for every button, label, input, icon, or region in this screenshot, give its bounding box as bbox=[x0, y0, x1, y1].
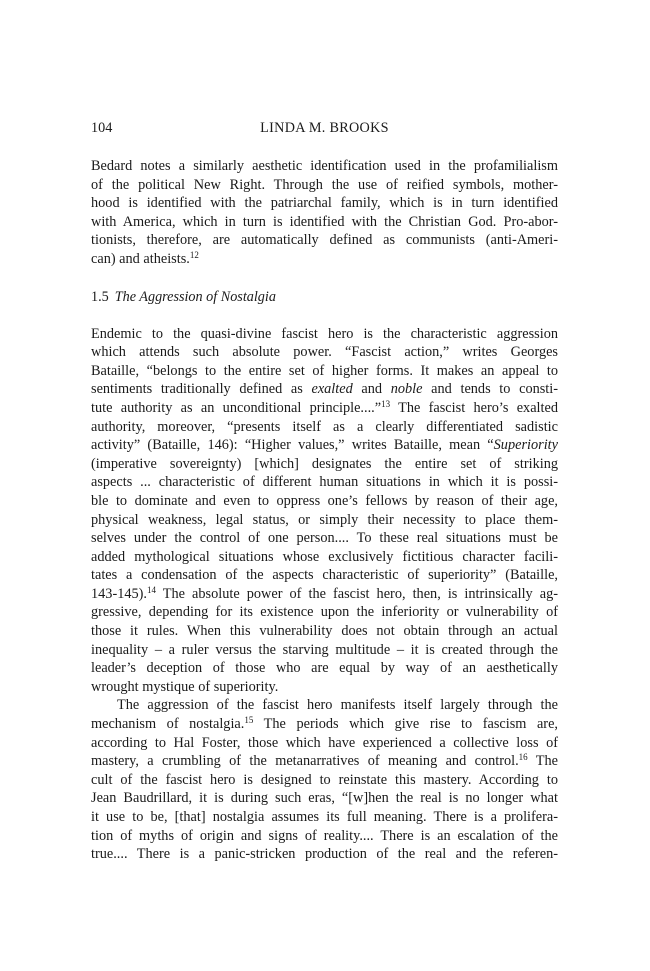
text-line: aspects ... characteristic of different human situations in which it is possi- bbox=[91, 474, 558, 491]
text-run: The absolute power of the fascist hero, then, is intrinsically ag- bbox=[156, 585, 558, 602]
text-run: 143-145). bbox=[91, 585, 147, 602]
text-line: The aggression of the fascist hero manifests itself largely through the bbox=[117, 697, 558, 714]
text-run: The bbox=[527, 753, 559, 770]
emphasis: exalted bbox=[311, 381, 353, 398]
text-line: tionists, therefore, are automatically defined as communists (anti-Ameri- bbox=[91, 232, 558, 249]
text-line: hood is identified with the patriarchal family, which is in turn identified bbox=[91, 195, 558, 212]
text-line: authority, moreover, “presents itself as a clearly differentiated sadistic bbox=[91, 418, 558, 435]
footnote-ref: 16 bbox=[518, 752, 528, 763]
text-line: cult of the fascist hero is designed to reinstate this mastery. According to bbox=[91, 771, 558, 788]
text-line: wrought mystique of superiority. bbox=[91, 678, 279, 695]
text-line: of the political New Right. Through the use of reified symbols, mother- bbox=[91, 176, 558, 193]
section-number: 1.5 bbox=[91, 288, 109, 305]
emphasis: noble bbox=[390, 381, 423, 398]
text-line: true.... There is a panic-stricken production of the real and the referen- bbox=[91, 846, 558, 863]
page-number: 104 bbox=[91, 120, 113, 136]
text-line: Jean Baudrillard, it is during such eras, “[w]hen the real is no longer what bbox=[91, 790, 558, 807]
text-run: and tends to consti- bbox=[422, 381, 559, 398]
text-line: Endemic to the quasi-divine fascist hero is the characteristic aggression bbox=[91, 325, 558, 342]
text-line: Bedard notes a similarly aesthetic identification used in the profamilialism bbox=[91, 158, 558, 174]
text-line bbox=[91, 380, 558, 399]
emphasis: Superiority bbox=[493, 437, 558, 454]
text-line bbox=[91, 250, 558, 269]
text-line: added mythological situations whose exclusively fictitious character facili- bbox=[91, 548, 558, 565]
footnote-ref: 12 bbox=[189, 249, 199, 260]
text-line bbox=[91, 436, 558, 455]
text-line: ble to dominate and even to oppress one’s fellows by reason of their age, bbox=[91, 492, 558, 509]
section-title: The Aggression of Nostalgia bbox=[114, 288, 276, 305]
text-line: tates a condensation of the aspects characteristic of superiority” (Bataille, bbox=[91, 567, 558, 584]
text-run: mechanism of nostalgia. bbox=[91, 716, 245, 733]
running-head bbox=[91, 118, 558, 138]
footnote-ref: 13 bbox=[381, 398, 391, 409]
text-run: tute authority as an unconditional principle....” bbox=[91, 399, 382, 416]
text-line: leader’s deception of those who are equal by way of an aesthetically bbox=[91, 660, 558, 677]
footnote-ref: 14 bbox=[147, 584, 156, 595]
text-line bbox=[91, 399, 558, 418]
running-title: LINDA M. BROOKS bbox=[260, 120, 389, 136]
text-line: gressive, depending for its existence upon the inferiority or vulnerability of bbox=[91, 604, 558, 621]
text-line: physical weakness, legal status, or simply their necessity to place them- bbox=[91, 511, 558, 528]
text-run: The fascist hero’s exalted bbox=[390, 399, 558, 416]
text-run: and bbox=[352, 381, 391, 398]
section-heading bbox=[91, 287, 558, 307]
text-run: activity” (Bataille, 146): “Higher values,” writes Bataille, mean “ bbox=[91, 437, 494, 454]
text-line: tion of myths of origin and signs of reality.... There is an escalation of the bbox=[91, 827, 558, 844]
text-line: those it rules. When this vulnerability does not obtain through an actual bbox=[91, 623, 558, 640]
paragraph-2 bbox=[91, 325, 558, 697]
text-run: sentiments traditionally defined as bbox=[91, 381, 312, 398]
text-line: according to Hal Foster, those which have experienced a collective loss of bbox=[91, 734, 558, 751]
text-line bbox=[91, 715, 558, 734]
text-run: can) and atheists. bbox=[91, 250, 190, 267]
text-line: Bataille, “belongs to the entire set of higher forms. It makes an appeal to bbox=[91, 362, 558, 379]
text-line: it use to be, [that] nostalgia assumes its full meaning. There is a prolifera- bbox=[91, 809, 558, 825]
text-line: which attends such absolute power. “Fascist action,” writes Georges bbox=[91, 344, 558, 361]
text-line: with America, which in turn is identified with the Christian God. Pro-abor- bbox=[91, 213, 558, 230]
text-line: (imperative sovereignty) [which] designates the entire set of striking bbox=[91, 455, 558, 472]
text-line: inequality – a ruler versus the starving multitude – it is created through the bbox=[91, 641, 558, 658]
text-run: The periods which give rise to fascism are, bbox=[253, 716, 558, 733]
text-run: mastery, a crumbling of the metanarratives of meaning and control. bbox=[91, 753, 519, 770]
text-line: selves under the control of one person.... To these real situations must be bbox=[91, 530, 558, 547]
text-line bbox=[91, 585, 558, 604]
paragraph-3 bbox=[91, 696, 558, 863]
footnote-ref: 15 bbox=[244, 715, 254, 726]
text-line bbox=[91, 752, 558, 771]
paragraph-1 bbox=[91, 157, 558, 269]
book-page bbox=[91, 118, 558, 864]
